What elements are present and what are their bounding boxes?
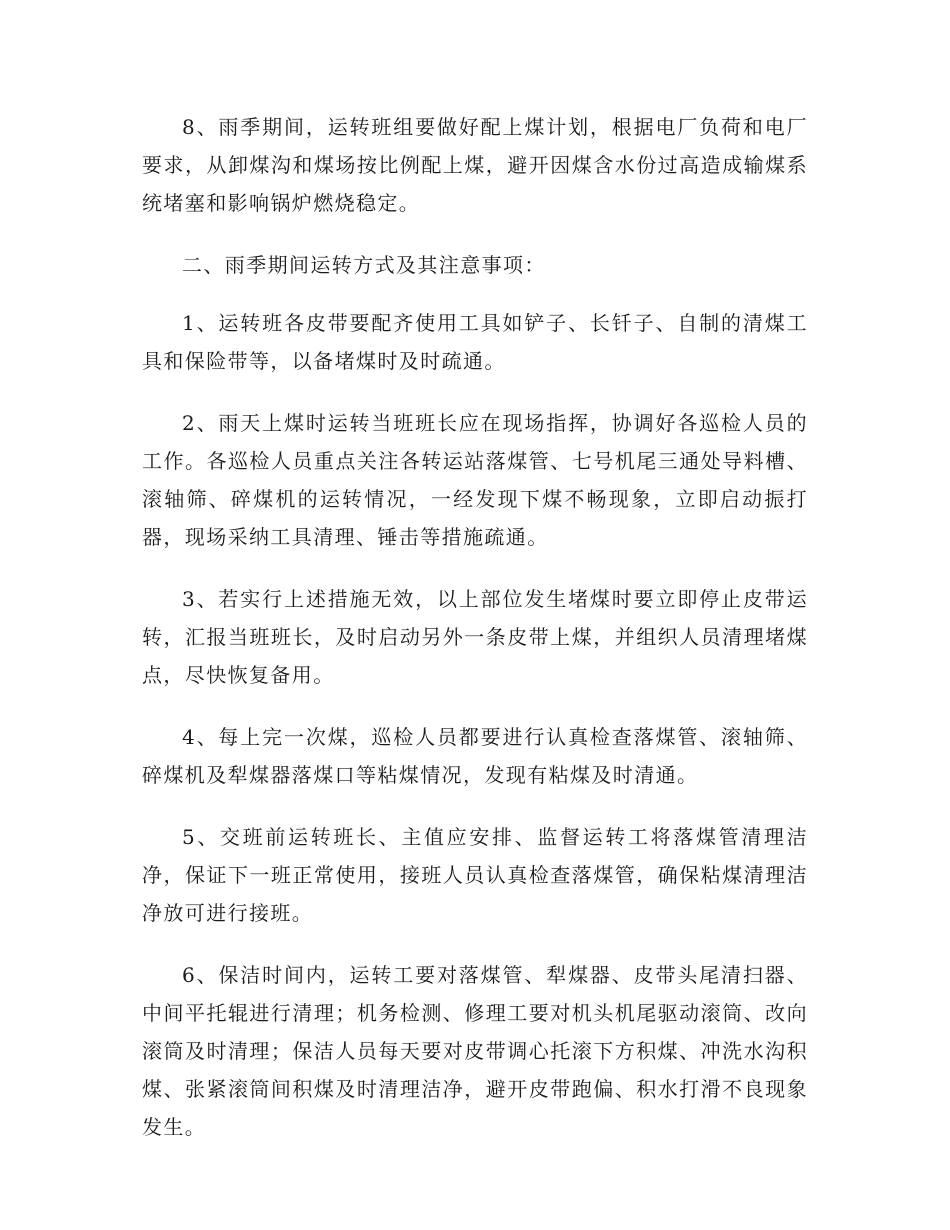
paragraph-item-8-rainy-season-coal-plan: 8、雨季期间，运转班组要做好配上煤计划，根据电厂负荷和电厂要求，从卸煤沟和煤场按比例配上煤，避开因煤含水份过高造成输煤系统堵塞和影响锅炉燃烧稳定。 [142,115,808,215]
paragraph-item-1-tools: 1、运转班各皮带要配齐使用工具如铲子、长钎子、自制的清煤工具和保险带等，以备堵煤时及时疏通。 [142,311,808,373]
paragraph-item-6-cleaning: 6、保洁时间内，运转工要对落煤管、犁煤器、皮带头尾清扫器、中间平托辊进行清理；机务检测、修理工要对机头机尾驱动滚筒、改向滚筒及时清理；保洁人员每天要对皮带调心托滚下方积煤、冲洗水沟积煤、张紧滚筒间积煤及时清理洁净，避开皮带跑偏、积水打滑不良现象发生。 [142,963,808,1139]
paragraph-item-2-shift-leader: 2、雨天上煤时运转当班班长应在现场指挥，协调好各巡检人员的工作。各巡检人员重点关注各转运站落煤管、七号机尾三通处导料槽、滚轴筛、碎煤机的运转情况，一经发现下煤不畅现象，立即启动振打器，现场采纳工具清理、锤击等措施疏通。 [142,411,808,549]
section-heading-operation-modes: 二、雨季期间运转方式及其注意事项： [182,253,546,277]
paragraph-item-4-inspection: 4、每上完一次煤，巡检人员都要进行认真检查落煤管、滚轴筛、碎煤机及犁煤器落煤口等粘煤情况，发现有粘煤及时清通。 [142,725,808,787]
paragraph-item-3-blockage: 3、若实行上述措施无效，以上部位发生堵煤时要立即停止皮带运转，汇报当班班长，及时启动另外一条皮带上煤，并组织人员清理堵煤点，尽快恢复备用。 [142,587,808,687]
paragraph-item-5-handover: 5、交班前运转班长、主值应安排、监督运转工将落煤管清理洁净，保证下一班正常使用，接班人员认真检查落煤管，确保粘煤清理洁净放可进行接班。 [142,825,808,925]
